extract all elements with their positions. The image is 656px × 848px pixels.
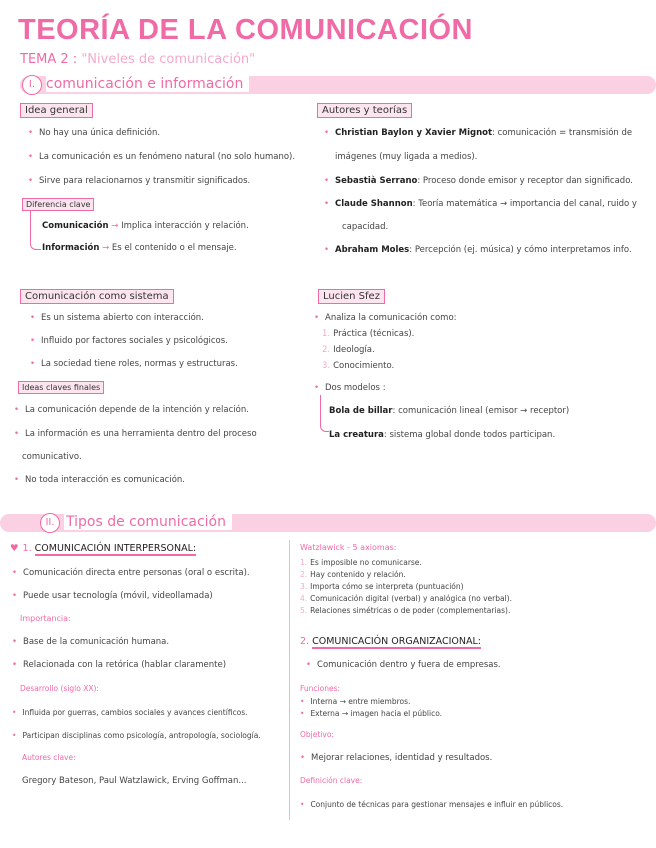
list-item: • Relacionada con la retórica (hablar claramente): [12, 660, 227, 670]
autores-clave-text: Gregory Bateson, Paul Watzlawick, Erving Goffman...: [22, 776, 247, 786]
list-item: • Comunicación dentro y fuera de empresas.: [306, 660, 501, 670]
idea-general-label: Idea general: [20, 103, 93, 118]
watzlawick-label: Watzlawick - 5 axiomas:: [300, 543, 397, 552]
list-item: • La comunicación es un fenómeno natural (no solo humano).: [28, 152, 296, 162]
list-item: • Interna → entre miembros.: [300, 697, 411, 706]
importancia-label: Importancia:: [20, 614, 71, 623]
list-item: • Externa → imagen hacia el público.: [300, 709, 443, 718]
autor-item: • Abraham Moles: Percepción (ej. música) y cómo interpretamos info.: [324, 245, 632, 255]
numbered-item: 3. Conocimiento.: [322, 361, 395, 371]
list-item: • Conjunto de técnicas para gestionar mensajes e influir en públicos.: [300, 800, 564, 809]
diferencia-clave-label: Diferencia clave: [22, 198, 94, 211]
organizacional-heading: 2. COMUNICACIÓN ORGANIZACIONAL:: [300, 636, 481, 647]
list-item-cont: comunicativo.: [22, 452, 82, 462]
sistema-label: Comunicación como sistema: [20, 289, 174, 304]
axiom-item: 3. Importa cómo se interpreta (puntuación): [300, 582, 464, 591]
autores-clave-label: Autores clave:: [22, 753, 76, 762]
list-item: • La comunicación depende de la intención y relación.: [14, 405, 249, 415]
list-item: • Influido por factores sociales y psicológicos.: [30, 336, 228, 346]
list-item: • Puede usar tecnología (móvil, videollamada): [12, 591, 213, 601]
ideas-finales-label: Ideas claves finales: [18, 381, 104, 394]
axiom-item: 5. Relaciones simétricas o de poder (complementarias).: [300, 606, 511, 615]
subtitle-quote: "Niveles de comunicación": [81, 52, 256, 67]
numbered-item: 2. Ideología.: [322, 345, 375, 355]
page-title: TEORÍA DE LA COMUNICACIÓN: [18, 14, 474, 46]
column-divider: [289, 540, 290, 820]
list-item: • Analiza la comunicación como:: [314, 313, 457, 323]
axiom-item: 4. Comunicación digital (verbal) y analógica (no verbal).: [300, 594, 512, 603]
diferencia-row: Información → Es el contenido o el mensaje.: [42, 243, 237, 253]
definicion-label: Definición clave:: [300, 776, 363, 785]
list-item: • No hay una única definición.: [28, 128, 161, 138]
diferencia-row: Comunicación → Implica interacción y relación.: [42, 221, 249, 231]
funciones-label: Funciones:: [300, 684, 341, 693]
section-2-title: Tipos de comunicación: [64, 514, 232, 530]
autor-item-cont: imágenes (muy ligada a medios).: [335, 152, 478, 162]
autor-item: • Christian Baylon y Xavier Mignot: comunicación = transmisión de: [324, 128, 633, 138]
axiom-item: 2. Hay contenido y relación.: [300, 570, 406, 579]
axiom-item: 1. Es imposible no comunicarse.: [300, 558, 422, 567]
lucien-label: Lucien Sfez: [318, 289, 385, 304]
desarrollo-label: Desarrollo (siglo XX):: [20, 684, 99, 693]
list-item: • Participan disciplinas como psicología, antropología, sociología.: [12, 731, 261, 740]
interpersonal-heading: ♥ 1. COMUNICACIÓN INTERPERSONAL:: [10, 543, 197, 554]
list-item: • Sirve para relacionarnos y transmitir significados.: [28, 176, 251, 186]
section-1-number: I.: [22, 75, 42, 95]
section-1-title: comunicación e información: [46, 76, 249, 92]
section-2-number: II.: [40, 513, 60, 533]
autor-item-cont: capacidad.: [342, 222, 389, 232]
autores-label: Autores y teorías: [317, 103, 412, 118]
subtitle-tema: TEMA 2 :: [20, 52, 78, 67]
numbered-item: 1. Práctica (técnicas).: [322, 329, 415, 339]
modelo-item: La creatura: sistema global donde todos participan.: [329, 430, 556, 440]
list-item: • Influida por guerras, cambios sociales y avances científicos.: [12, 708, 248, 717]
list-item: • La sociedad tiene roles, normas y estructuras.: [30, 359, 238, 369]
modelos-bracket: [320, 395, 329, 432]
list-item: • Es un sistema abierto con interacción.: [30, 313, 204, 323]
autor-item: • Sebastià Serrano: Proceso donde emisor y receptor dan significado.: [324, 176, 633, 186]
autor-item: • Claude Shannon: Teoría matemática → importancia del canal, ruido y: [324, 199, 637, 209]
modelo-item: Bola de billar: comunicación lineal (emisor → receptor): [329, 406, 570, 416]
list-item: • Comunicación directa entre personas (oral o escrita).: [12, 568, 250, 578]
page-subtitle: [20, 52, 255, 67]
objetivo-label: Objetivo:: [300, 730, 334, 739]
list-item: • No toda interacción es comunicación.: [14, 475, 185, 485]
diferencia-bracket: [30, 211, 41, 250]
list-item: • Base de la comunicación humana.: [12, 637, 170, 647]
list-item: • La información es una herramienta dentro del proceso: [14, 429, 257, 439]
list-item: • Dos modelos :: [314, 383, 386, 393]
list-item: • Mejorar relaciones, identidad y resultados.: [300, 753, 493, 763]
